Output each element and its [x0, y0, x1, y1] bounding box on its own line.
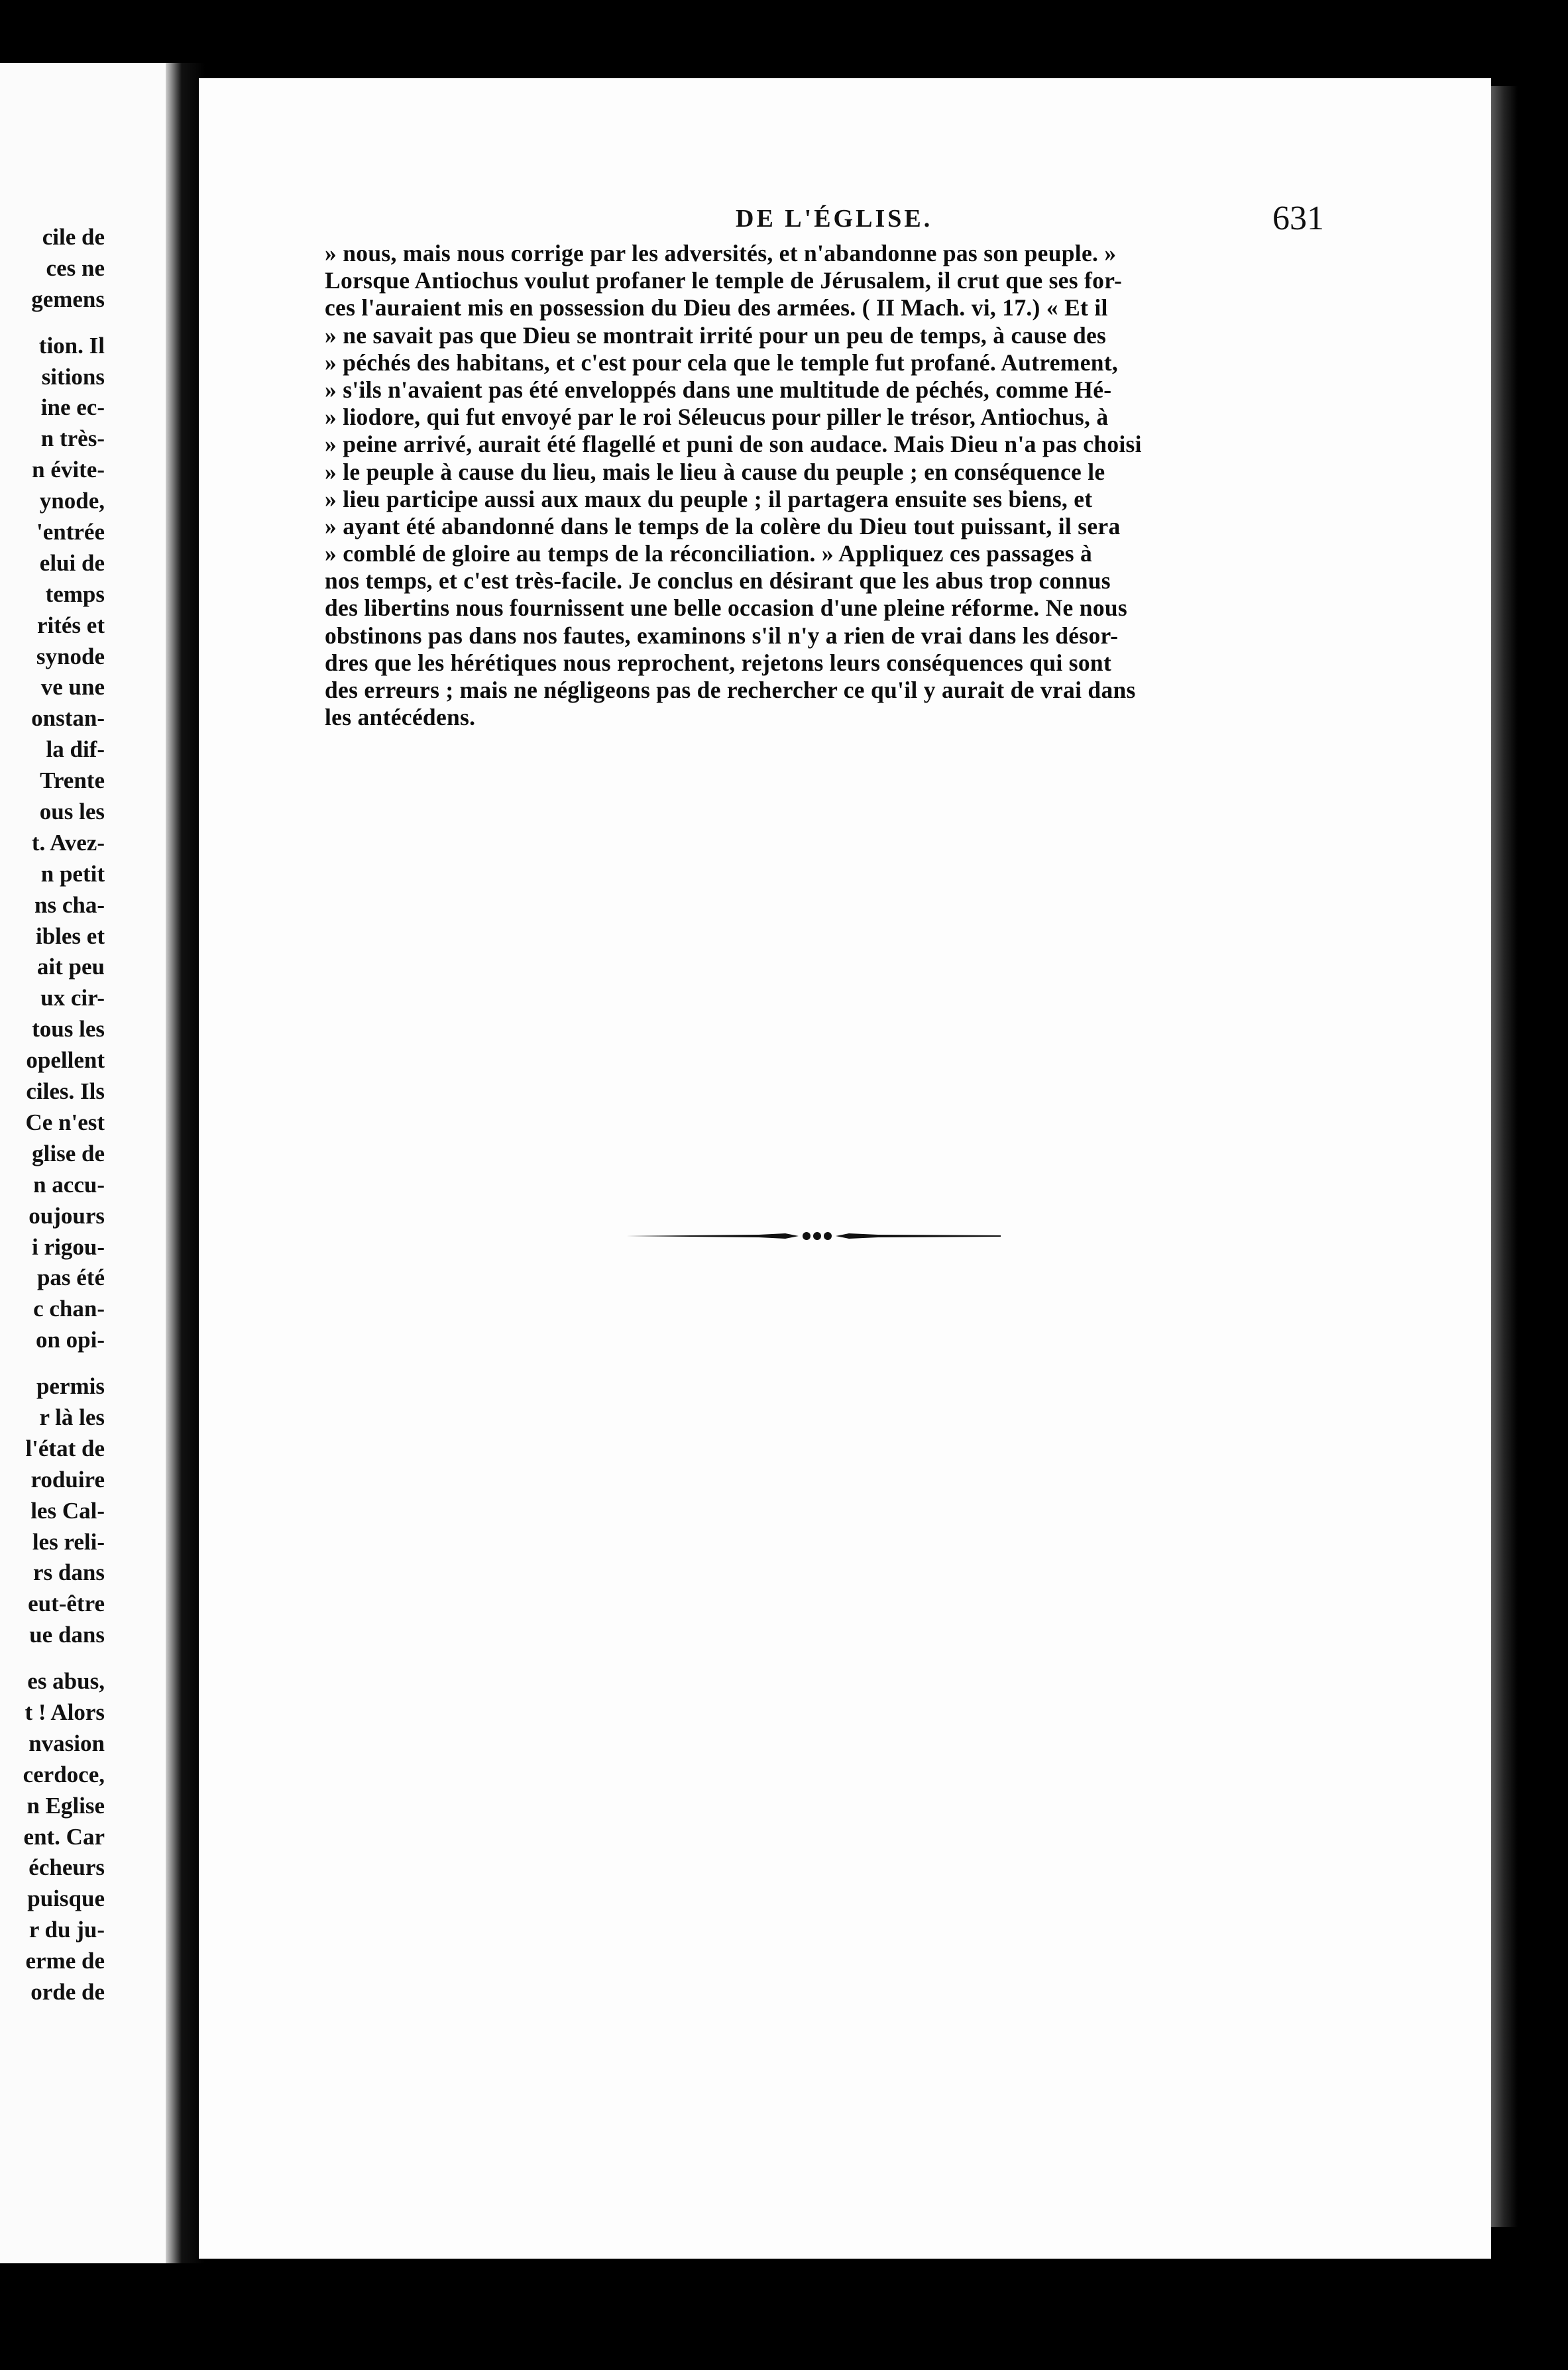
facing-page-line: n évite-: [32, 457, 105, 483]
facing-page: [0, 63, 166, 2263]
facing-page-line: cerdoce,: [23, 1761, 105, 1787]
facing-page-line: rités et: [36, 612, 105, 638]
facing-page-line: t ! Alors: [25, 1699, 105, 1725]
text-line: » le peuple à cause du lieu, mais le lieu à cause du peuple ; en conséquence le: [325, 458, 1105, 485]
facing-page-line: on opi-: [35, 1327, 105, 1353]
text-line: » liodore, qui fut envoyé par le roi Séleucus pour piller le trésor, Antiochus, à: [325, 404, 1109, 431]
facing-page-line: i rigou-: [32, 1233, 105, 1260]
running-header: DE L'ÉGLISE.: [736, 205, 933, 233]
facing-page-line: temps: [45, 581, 105, 607]
text-line: obstinons pas dans nos fautes, examinons s'il n'y a rien de vrai dans les désor-: [325, 622, 1119, 649]
facing-page-line: erme de: [25, 1948, 105, 1974]
facing-page-line: ine ec-: [40, 394, 105, 421]
facing-page-line: glise de: [32, 1140, 105, 1166]
facing-page-line: eut-être: [28, 1591, 105, 1617]
facing-page-line: c chan-: [33, 1296, 105, 1322]
facing-page-line: r du ju-: [28, 1917, 105, 1943]
text-line: » lieu participe aussi aux maux du peuple ; il partagera ensuite ses biens, et: [325, 485, 1093, 512]
facing-page-line: nvasion: [28, 1730, 105, 1756]
facing-page-line: Trente: [40, 767, 105, 794]
page-edge: [1491, 86, 1518, 2227]
facing-page-line: orde de: [30, 1978, 105, 2005]
facing-page-line: n accu-: [33, 1171, 105, 1198]
text-line: les antécédens.: [325, 704, 476, 731]
facing-page-line: l'état de: [25, 1435, 105, 1461]
paragraph-gap: [0, 1651, 105, 1666]
facing-page-text: [0, 222, 105, 2008]
facing-page-line: ciles. Ils: [26, 1078, 105, 1105]
text-line: » péchés des habitans, et c'est pour cela que le temple fut profané. Autrement,: [325, 349, 1119, 376]
facing-page-line: gemens: [31, 286, 105, 312]
facing-page-line: ynode,: [39, 488, 105, 514]
facing-page-line: ous les: [39, 799, 105, 825]
facing-page-line: cile de: [42, 224, 105, 250]
facing-page-line: ns cha-: [34, 891, 105, 918]
page-number: 631: [1272, 199, 1324, 237]
facing-page-line: roduire: [30, 1466, 105, 1493]
facing-page-line: Ce n'est: [25, 1109, 105, 1135]
facing-page-line: onstan-: [31, 705, 105, 732]
facing-page-line: t. Avez-: [31, 829, 105, 856]
facing-page-line: tion. Il: [38, 332, 105, 359]
facing-page-line: écheurs: [28, 1854, 105, 1881]
text-line: des libertins nous fournissent une belle occasion d'une pleine réforme. Ne nous: [325, 594, 1128, 622]
facing-page-line: rs dans: [33, 1559, 105, 1586]
facing-page-line: r là les: [39, 1404, 105, 1430]
facing-page-line: n Eglise: [27, 1792, 105, 1819]
facing-page-line: ue dans: [29, 1622, 105, 1648]
facing-page-line: ces ne: [46, 254, 105, 281]
facing-page-line: es abus,: [27, 1668, 105, 1695]
facing-page-line: n petit: [40, 860, 105, 887]
facing-page-line: ve une: [40, 674, 105, 701]
facing-page-line: la dif-: [46, 736, 105, 763]
facing-page-line: ent. Car: [23, 1823, 105, 1850]
text-line: dres que les hérétiques nous reprochent, rejetons leurs conséquences qui sont: [325, 649, 1112, 676]
text-line: ces l'auraient mis en possession du Dieu des armées. ( II Mach. vi, 17.) « Et il: [325, 294, 1108, 321]
facing-page-line: oujours: [28, 1202, 105, 1229]
facing-page-line: pas été: [36, 1265, 105, 1291]
text-line: » nous, mais nous corrige par les adversités, et n'abandonne pas son peuple. »: [325, 240, 1117, 266]
facing-page-line: permis: [36, 1373, 105, 1400]
facing-page-line: synode: [36, 643, 105, 669]
facing-page-line: puisque: [27, 1886, 105, 1912]
body-text: [325, 240, 1329, 731]
text-line: » comblé de gloire au temps de la réconciliation. » Appliquez ces passages à: [325, 540, 1093, 567]
facing-page-line: ait peu: [36, 954, 105, 980]
text-line: » ayant été abandonné dans le temps de la colère du Dieu tout puissant, il sera: [325, 512, 1121, 539]
tailpiece-ornament: [626, 1229, 1001, 1243]
text-line: » peine arrivé, aurait été flagellé et puni de son audace. Mais Dieu n'a pas choisi: [325, 431, 1142, 458]
paragraph-gap: [0, 1356, 105, 1371]
text-line: » s'ils n'avaient pas été enveloppés dans une multitude de péchés, comme Hé-: [325, 376, 1112, 403]
text-line: Lorsque Antiochus voulut profaner le temple de Jérusalem, il crut que ses for-: [325, 267, 1123, 294]
facing-page-line: les reli-: [32, 1528, 105, 1555]
facing-page-line: tous les: [32, 1016, 105, 1043]
facing-page-line: ux cir-: [40, 985, 105, 1011]
facing-page-line: opellent: [26, 1047, 105, 1074]
facing-page-line: elui de: [39, 549, 105, 576]
facing-page-line: n très-: [40, 425, 105, 452]
facing-page-line: les Cal-: [30, 1497, 105, 1524]
text-line: » ne savait pas que Dieu se montrait irrité pour un peu de temps, à cause des: [325, 321, 1107, 349]
facing-page-line: ibles et: [35, 923, 105, 949]
paragraph-gap: [0, 315, 105, 331]
text-line: nos temps, et c'est très-facile. Je conclus en désirant que les abus trop connus: [325, 567, 1111, 594]
facing-page-line: 'entrée: [36, 519, 105, 545]
text-line: des erreurs ; mais ne négligeons pas de rechercher ce qu'il y aurait de vrai dans: [325, 677, 1136, 703]
facing-page-line: sitions: [41, 363, 105, 390]
